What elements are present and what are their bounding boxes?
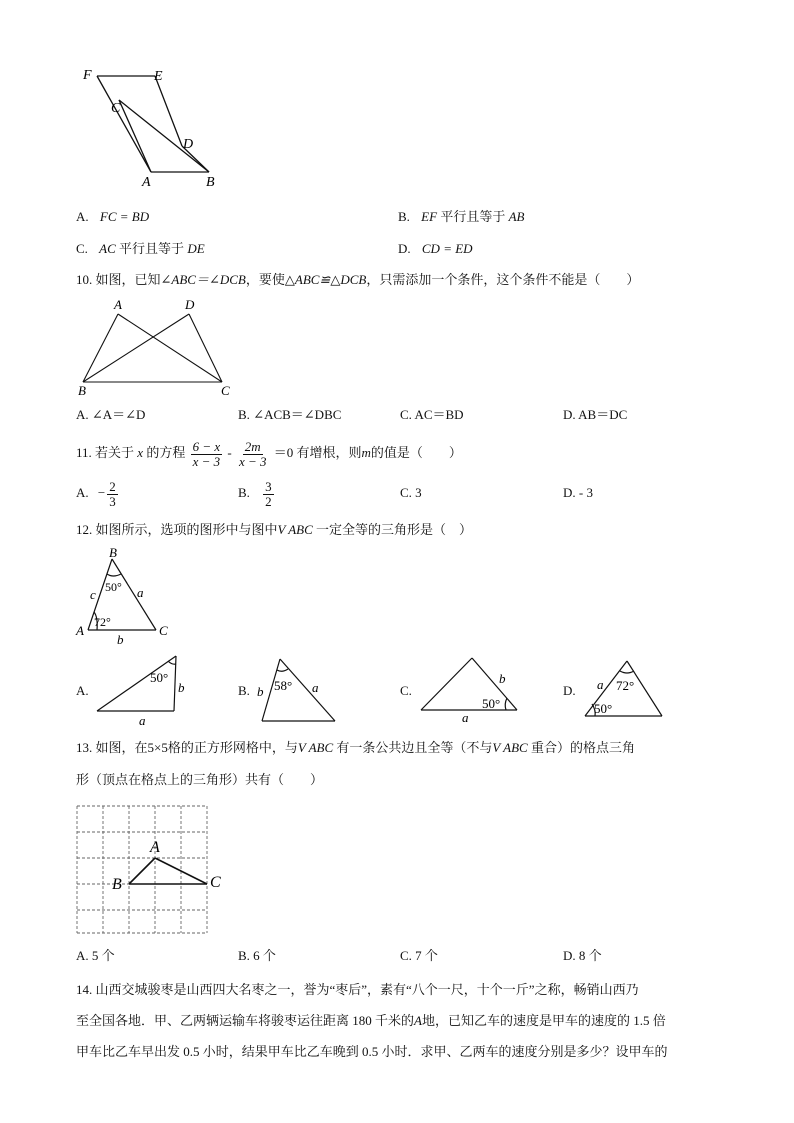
angle-B: 50° [105,580,122,594]
figure-q12-option-c [416,652,526,726]
q11-option-a[interactable] [76,474,120,512]
q14-line2 [76,1011,666,1031]
q11-option-c[interactable]: C. 3 [400,485,422,500]
figure-q12-option-a [92,650,197,726]
side-label-a: a [312,680,319,695]
q13-option-c[interactable]: C. 7 个 [400,948,438,963]
label-B: B [78,383,86,398]
fraction-2 [237,440,269,469]
option-sign: − [97,485,106,500]
angle-label: 50° [150,670,169,685]
stem-math: V ABC [297,740,334,755]
option-fraction [263,480,274,509]
q11-stem [76,433,462,473]
label-D: D [183,137,194,152]
option-fraction [107,480,118,509]
fraction-numerator: 2m [244,438,261,454]
stem-text: 的值是（ ） [370,445,462,460]
label-C: C [111,101,121,116]
option-letter: C. [76,241,88,256]
stem-text: 12. 如图所示，选项的图形中与图中 [76,522,278,537]
figure-q12-main-triangle [72,545,182,645]
vertex-C: C [159,623,168,638]
angle-label: 50° [482,696,501,711]
stem-math: 5×5 [147,740,168,755]
stem-text: ，只需添加一个条件，这个条件不能是（ ） [366,272,640,287]
figure-q10-triangles [72,296,242,400]
label-B: B [206,175,215,190]
q12-option-d-letter[interactable]: D. [563,683,576,698]
side-b: b [117,632,124,645]
side-c: c [90,587,96,602]
side-label-b: b [178,680,185,695]
angle-label-bottom: 50° [594,701,613,716]
stem-math: m [361,445,371,460]
q9-option-b[interactable] [398,207,524,227]
q11-option-d[interactable]: D. - 3 [563,485,593,500]
vertex-A: A [76,623,84,638]
fraction-denominator: x − 3 [192,453,221,469]
side-label-b: b [499,671,506,686]
q14-line3: 甲车比乙车早出发 0.5 小时，结果甲车比乙车晚到 0.5 小时．求甲、乙两车的速度分别是多少？设甲车的 [76,1044,668,1059]
q13-option-a[interactable]: A. 5 个 [76,948,115,963]
stem-math: A [414,1013,422,1028]
q9-option-d[interactable] [398,239,473,259]
label-B: B [112,876,122,893]
side-a: a [137,585,144,600]
q12-option-c-letter[interactable]: C. [400,683,412,698]
option-letter: B. [398,209,410,224]
q10-option-d[interactable]: D. AB＝DC [563,407,628,422]
figure-q9-parallelograms [75,60,235,195]
side-label-b: b [257,684,264,699]
stem-text: ＝0 有增根，则 [273,445,362,460]
q13-option-b[interactable]: B. 6 个 [238,948,276,963]
q11-option-b[interactable] [238,474,276,512]
stem-operator: - [227,445,232,460]
q10-option-b[interactable]: B. ∠ACB＝∠DBC [238,407,342,422]
q12-option-a-letter[interactable]: A. [76,683,89,698]
angle-A: 72° [94,615,111,629]
label-C: C [210,874,221,891]
option-text: AB [508,209,525,224]
stem-text: 10. 如图，已知 [76,272,161,287]
q12-option-b-letter[interactable]: B. [238,683,250,698]
option-text: DE [187,241,205,256]
stem-text: 格的正方形网格中，与 [167,740,298,755]
option-letter: A. [76,209,89,224]
stem-text: 13. 如图，在 [76,740,148,755]
label-E: E [154,69,163,84]
fraction-1 [191,440,223,469]
label-A: A [142,175,151,190]
stem-text: ，要使 [245,272,285,287]
q9-option-a[interactable] [76,207,149,227]
vertex-B: B [109,545,117,560]
option-text: AC [99,241,116,256]
q14-line1: 14. 山西交城骏枣是山西四大名枣之一，誉为“枣后”，素有“八个一尺，十个一斤”之称，畅销山西乃 [76,982,639,997]
q13-stem-line2: 形（顶点在格点上的三角形）共有（ ） [76,772,324,787]
option-letter: D. [398,241,411,256]
stem-text: 的方程 [146,445,186,460]
fraction-denominator: 2 [265,493,272,509]
option-letter: A. [76,485,89,500]
q13-stem-line1 [76,738,635,758]
stem-text: 一定全等的三角形是（ ） [312,522,473,537]
figure-q12-option-d [580,656,670,722]
q13-option-d[interactable]: D. 8 个 [563,948,602,963]
q9-option-c[interactable] [76,239,205,259]
label-A: A [114,297,122,312]
stem-math: V ABC [492,740,528,755]
fraction-denominator: x − 3 [238,453,267,469]
side-label-a: a [139,713,146,726]
stem-math: △ABC≌△DCB [284,272,367,287]
stem-text: 11. 若关于 [76,445,135,460]
option-letter: B. [238,485,250,500]
q10-option-a[interactable]: A. ∠A＝∠D [76,407,146,422]
fraction-numerator: 6 − x [192,438,221,454]
stem-text: 有一条公共边且全等（不与 [333,740,493,755]
angle-label-top: 72° [616,678,635,693]
fraction-denominator: 3 [109,493,116,509]
fraction-numerator: 3 [265,478,272,494]
side-label-a: a [597,677,604,692]
q10-option-c[interactable]: C. AC＝BD [400,407,464,422]
stem-text: 地，已知乙车的速度是甲车的速度的 1.5 倍 [421,1013,666,1028]
figure-q12-option-b [252,652,342,726]
option-text: FC = BD [99,209,150,224]
option-text: EF [421,209,438,224]
angle-label: 58° [274,678,293,693]
q12-stem [76,520,472,540]
stem-math: V ABC [277,522,313,537]
q10-stem [76,270,639,290]
fraction-numerator: 2 [109,478,116,494]
side-label-a: a [462,710,469,725]
label-A: A [150,839,160,856]
option-text: CD = ED [421,241,473,256]
stem-math: ∠ABC＝∠DCB [160,272,246,287]
label-F: F [83,68,92,83]
stem-text: 重合）的格点三角 [527,740,635,755]
option-text: 平行且等于 [115,241,188,256]
figure-q13-grid [70,800,240,940]
stem-math: x [137,445,144,460]
option-text: 平行且等于 [437,209,509,224]
stem-text: 至全国各地．甲、乙两辆运输车将骏枣运往距离 180 千米的 [76,1013,415,1028]
label-C: C [221,383,230,398]
label-D: D [185,297,195,312]
